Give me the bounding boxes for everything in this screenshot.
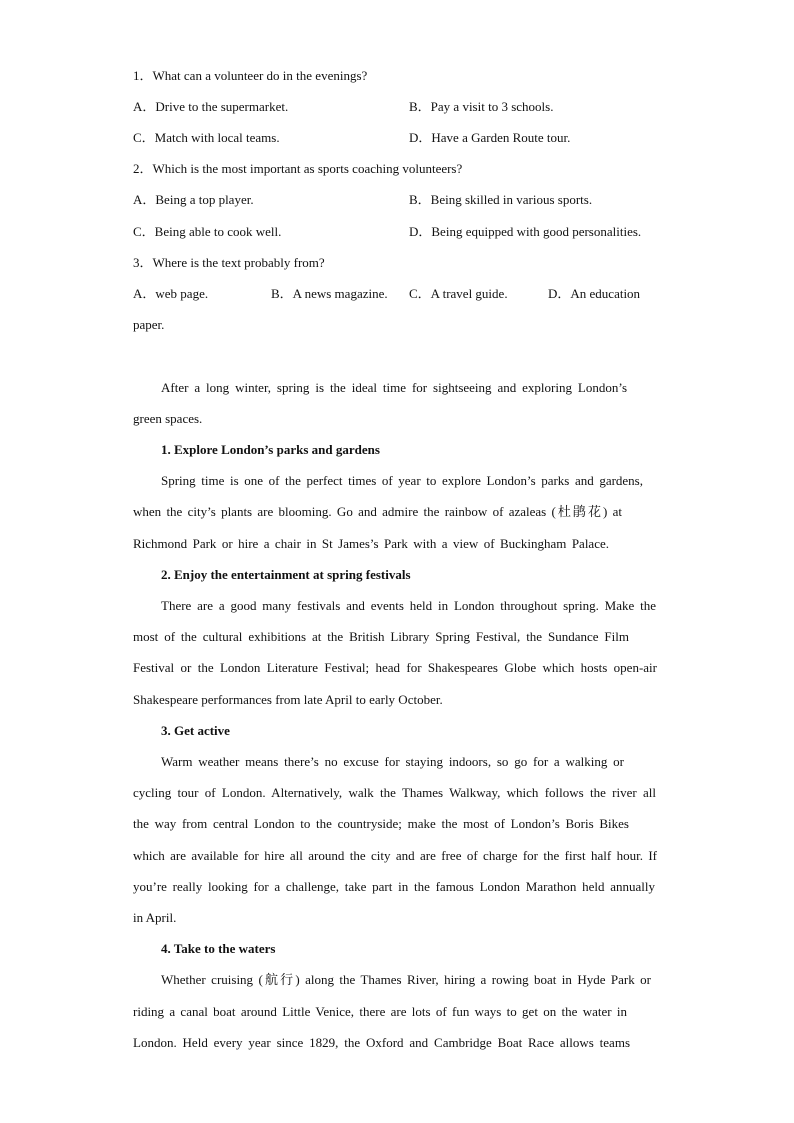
- section-2-line-2: most of the cultural exhibitions at the British Library Spring Festival, the Sundance Film: [133, 629, 629, 644]
- question-1-option-a: A．Drive to the supermarket.: [133, 99, 289, 114]
- question-2-option-b: B．Being skilled in various sports.: [409, 192, 593, 207]
- section-3-line-3: the way from central London to the countryside; make the most of London’s Boris Bikes: [133, 816, 629, 831]
- question-2-option-c: C．Being able to cook well.: [133, 224, 282, 239]
- question-3-stem: 3．Where is the text probably from?: [133, 255, 325, 270]
- section-1-line-1: Spring time is one of the perfect times of year to explore London’s parks and gardens,: [161, 473, 643, 488]
- passage-intro-line-2: green spaces.: [133, 411, 203, 426]
- question-2-option-d: D．Being equipped with good personalities.: [409, 224, 642, 239]
- question-1-option-b: B．Pay a visit to 3 schools.: [409, 99, 554, 114]
- section-1-line-3: Richmond Park or hire a chair in St James’s Park with a view of Buckingham Palace.: [133, 536, 609, 551]
- section-1-heading: 1. Explore London’s parks and gardens: [161, 442, 380, 457]
- section-3-line-4: which are available for hire all around the city and are free of charge for the first half hour. If: [133, 848, 657, 863]
- section-3-line-6: in April.: [133, 910, 177, 925]
- question-2-stem: 2．Which is the most important as sports coaching volunteers?: [133, 161, 463, 176]
- section-2-heading: 2. Enjoy the entertainment at spring festivals: [161, 567, 411, 582]
- section-2-line-4: Shakespeare performances from late April to early October.: [133, 692, 443, 707]
- question-3-option-d: D．An education: [548, 286, 641, 301]
- question-3-option-c: C．A travel guide.: [409, 286, 508, 301]
- question-1-option-c: C．Match with local teams.: [133, 130, 280, 145]
- passage-intro-line-1: After a long winter, spring is the ideal time for sightseeing and exploring London’s: [161, 380, 627, 395]
- question-1-option-d: D．Have a Garden Route tour.: [409, 130, 571, 145]
- question-3-option-a: A．web page.: [133, 286, 209, 301]
- section-4-line-3: London. Held every year since 1829, the Oxford and Cambridge Boat Race allows teams: [133, 1035, 630, 1050]
- section-2-line-3: Festival or the London Literature Festival; head for Shakespeares Globe which hosts open-air: [133, 660, 657, 675]
- section-4-line-1: Whether cruising (航行) along the Thames River, hiring a rowing boat in Hyde Park or: [161, 972, 651, 987]
- section-3-line-1: Warm weather means there’s no excuse for staying indoors, so go for a walking or: [161, 754, 624, 769]
- section-3-heading: 3. Get active: [161, 723, 230, 738]
- question-1-stem: 1．What can a volunteer do in the evenings?: [133, 68, 368, 83]
- section-1-line-2: when the city’s plants are blooming. Go and admire the rainbow of azaleas (杜鹃花) at: [133, 504, 622, 519]
- section-3-line-5: you’re really looking for a challenge, take part in the famous London Marathon held annually: [133, 879, 655, 894]
- question-3-option-b: B．A news magazine.: [271, 286, 388, 301]
- section-3-line-2: cycling tour of London. Alternatively, walk the Thames Walkway, which follows the river all: [133, 785, 656, 800]
- section-4-line-2: riding a canal boat around Little Venice, there are lots of fun ways to get on the water in: [133, 1004, 627, 1019]
- question-3-option-d-continued: paper.: [133, 317, 165, 332]
- section-4-heading: 4. Take to the waters: [161, 941, 276, 956]
- section-2-line-1: There are a good many festivals and events held in London throughout spring. Make the: [161, 598, 656, 613]
- question-2-option-a: A．Being a top player.: [133, 192, 254, 207]
